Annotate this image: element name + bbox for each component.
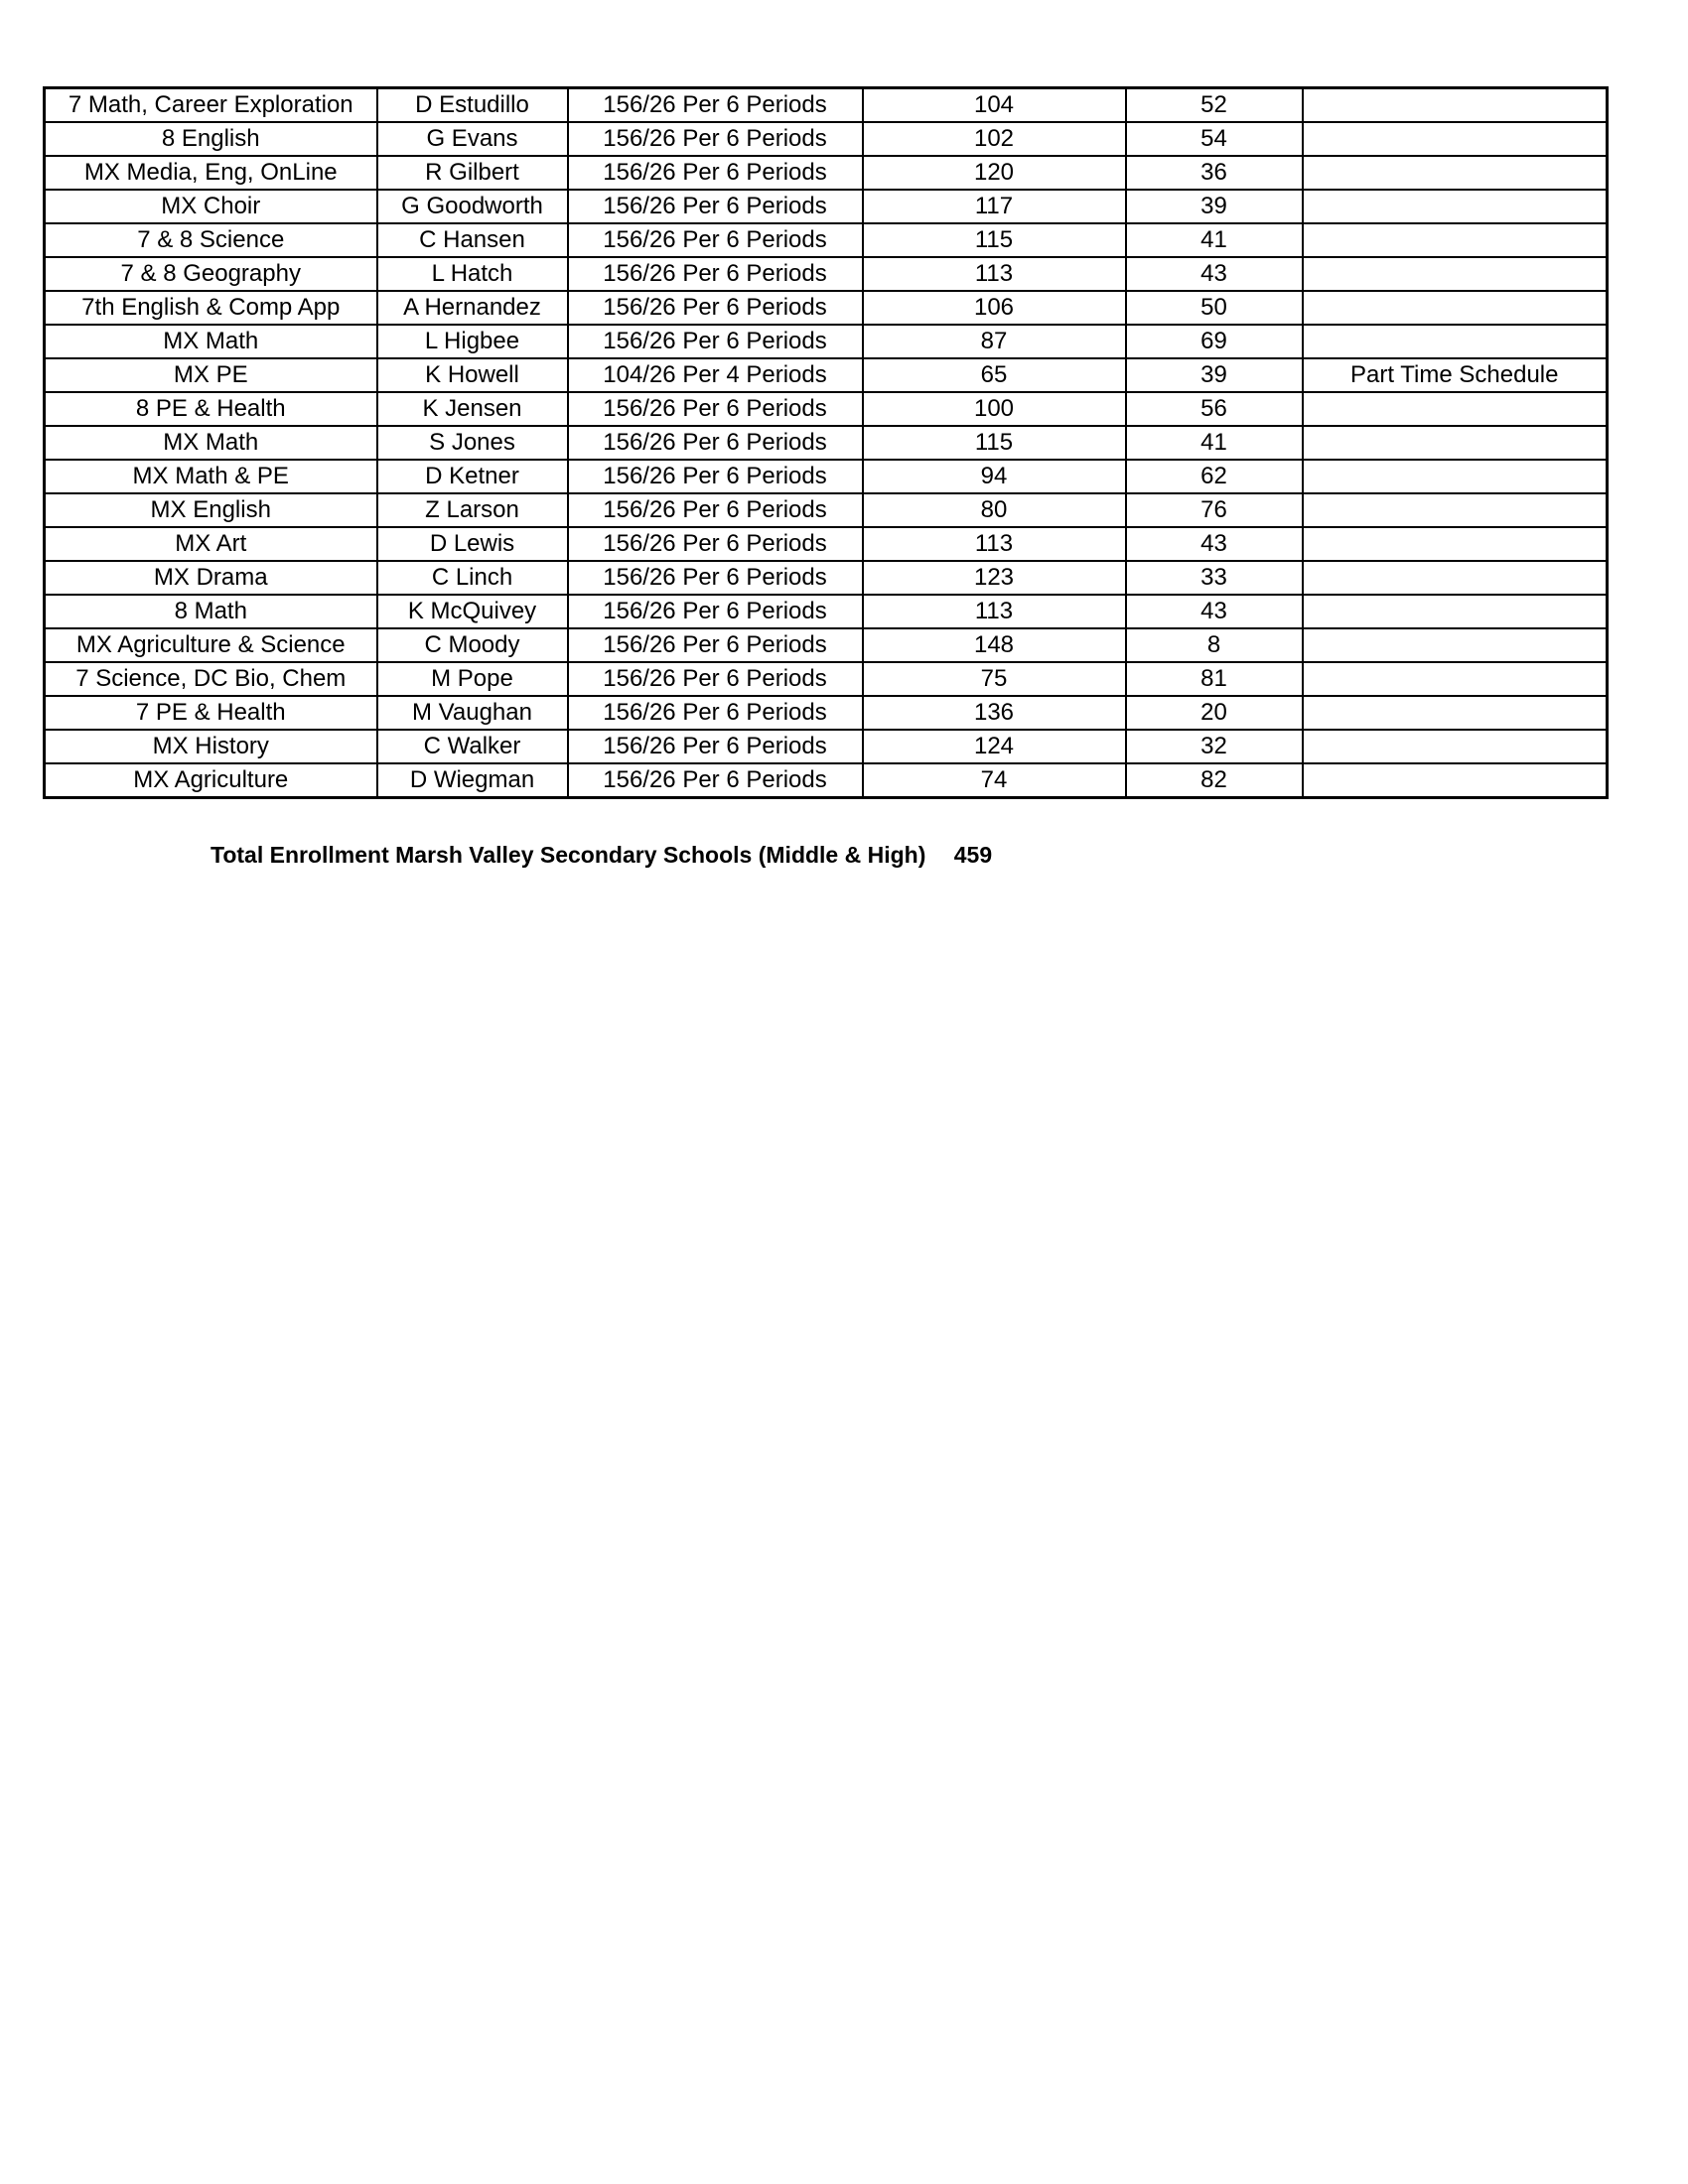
course-cell: 7 PE & Health — [45, 696, 377, 730]
teacher-cell: K Jensen — [377, 392, 568, 426]
notes-cell — [1303, 156, 1608, 190]
notes-cell — [1303, 190, 1608, 223]
remaining-cell: 43 — [1126, 595, 1303, 628]
table-row — [45, 730, 1608, 763]
remaining-cell: 43 — [1126, 257, 1303, 291]
schedule-cell: 156/26 Per 6 Periods — [568, 392, 863, 426]
notes-cell — [1303, 88, 1608, 123]
course-cell: MX Drama — [45, 561, 377, 595]
course-cell: MX Agriculture & Science — [45, 628, 377, 662]
course-cell: MX Agriculture — [45, 763, 377, 798]
notes-cell — [1303, 392, 1608, 426]
teacher-cell: K Howell — [377, 358, 568, 392]
schedule-cell: 156/26 Per 6 Periods — [568, 223, 863, 257]
schedule-cell: 156/26 Per 6 Periods — [568, 696, 863, 730]
remaining-cell: 39 — [1126, 358, 1303, 392]
enrolled-cell: 104 — [863, 88, 1126, 123]
schedule-cell: 156/26 Per 6 Periods — [568, 257, 863, 291]
table-row — [45, 595, 1608, 628]
schedule-cell: 156/26 Per 6 Periods — [568, 325, 863, 358]
remaining-cell: 32 — [1126, 730, 1303, 763]
notes-cell — [1303, 493, 1608, 527]
notes-cell — [1303, 595, 1608, 628]
enrolled-cell: 136 — [863, 696, 1126, 730]
teacher-cell: S Jones — [377, 426, 568, 460]
schedule-cell: 156/26 Per 6 Periods — [568, 88, 863, 123]
course-cell: 7 & 8 Geography — [45, 257, 377, 291]
total-enrollment-line — [211, 842, 992, 869]
schedule-cell: 156/26 Per 6 Periods — [568, 156, 863, 190]
course-cell: MX Media, Eng, OnLine — [45, 156, 377, 190]
table-row — [45, 763, 1608, 798]
notes-cell — [1303, 291, 1608, 325]
table-row — [45, 561, 1608, 595]
course-cell: MX Art — [45, 527, 377, 561]
teacher-cell: C Moody — [377, 628, 568, 662]
enrolled-cell: 75 — [863, 662, 1126, 696]
enrolled-cell: 106 — [863, 291, 1126, 325]
remaining-cell: 81 — [1126, 662, 1303, 696]
teacher-cell: D Wiegman — [377, 763, 568, 798]
course-cell: 7 Math, Career Exploration — [45, 88, 377, 123]
table-row — [45, 696, 1608, 730]
course-cell: 8 PE & Health — [45, 392, 377, 426]
teacher-cell: G Evans — [377, 122, 568, 156]
enrolled-cell: 113 — [863, 527, 1126, 561]
table-body — [45, 88, 1608, 798]
remaining-cell: 39 — [1126, 190, 1303, 223]
enrolled-cell: 115 — [863, 426, 1126, 460]
notes-cell — [1303, 257, 1608, 291]
schedule-cell: 156/26 Per 6 Periods — [568, 561, 863, 595]
total-enrollment-label: Total Enrollment Marsh Valley Secondary Schools (Middle & High) — [211, 842, 926, 868]
course-cell: 8 English — [45, 122, 377, 156]
schedule-cell: 156/26 Per 6 Periods — [568, 763, 863, 798]
notes-cell — [1303, 527, 1608, 561]
total-enrollment-value: 459 — [953, 842, 993, 868]
table-row — [45, 257, 1608, 291]
table-row — [45, 493, 1608, 527]
notes-cell — [1303, 696, 1608, 730]
schedule-cell: 156/26 Per 6 Periods — [568, 426, 863, 460]
notes-cell — [1303, 730, 1608, 763]
table-row — [45, 628, 1608, 662]
notes-cell — [1303, 763, 1608, 798]
remaining-cell: 8 — [1126, 628, 1303, 662]
teacher-cell: D Ketner — [377, 460, 568, 493]
remaining-cell: 69 — [1126, 325, 1303, 358]
schedule-cell: 104/26 Per 4 Periods — [568, 358, 863, 392]
enrolled-cell: 148 — [863, 628, 1126, 662]
teacher-cell: R Gilbert — [377, 156, 568, 190]
schedule-cell: 156/26 Per 6 Periods — [568, 190, 863, 223]
teacher-cell: C Linch — [377, 561, 568, 595]
teacher-cell: C Walker — [377, 730, 568, 763]
notes-cell: Part Time Schedule — [1303, 358, 1608, 392]
course-cell: MX English — [45, 493, 377, 527]
course-cell: MX History — [45, 730, 377, 763]
table-row — [45, 88, 1608, 123]
remaining-cell: 43 — [1126, 527, 1303, 561]
remaining-cell: 41 — [1126, 426, 1303, 460]
course-cell: MX Math — [45, 325, 377, 358]
teacher-cell: C Hansen — [377, 223, 568, 257]
enrolled-cell: 117 — [863, 190, 1126, 223]
teacher-cell: Z Larson — [377, 493, 568, 527]
notes-cell — [1303, 662, 1608, 696]
remaining-cell: 54 — [1126, 122, 1303, 156]
teacher-cell: G Goodworth — [377, 190, 568, 223]
enrolled-cell: 94 — [863, 460, 1126, 493]
remaining-cell: 36 — [1126, 156, 1303, 190]
enrolled-cell: 87 — [863, 325, 1126, 358]
enrolled-cell: 124 — [863, 730, 1126, 763]
enrolled-cell: 102 — [863, 122, 1126, 156]
schedule-cell: 156/26 Per 6 Periods — [568, 730, 863, 763]
enrolled-cell: 100 — [863, 392, 1126, 426]
remaining-cell: 33 — [1126, 561, 1303, 595]
remaining-cell: 41 — [1126, 223, 1303, 257]
remaining-cell: 52 — [1126, 88, 1303, 123]
schedule-cell: 156/26 Per 6 Periods — [568, 291, 863, 325]
schedule-cell: 156/26 Per 6 Periods — [568, 595, 863, 628]
schedule-cell: 156/26 Per 6 Periods — [568, 122, 863, 156]
table-row — [45, 325, 1608, 358]
notes-cell — [1303, 223, 1608, 257]
enrolled-cell: 74 — [863, 763, 1126, 798]
schedule-cell: 156/26 Per 6 Periods — [568, 628, 863, 662]
notes-cell — [1303, 628, 1608, 662]
table-row — [45, 122, 1608, 156]
teacher-cell: M Pope — [377, 662, 568, 696]
teacher-cell: M Vaughan — [377, 696, 568, 730]
remaining-cell: 56 — [1126, 392, 1303, 426]
teacher-cell: L Hatch — [377, 257, 568, 291]
remaining-cell: 76 — [1126, 493, 1303, 527]
course-cell: MX Math & PE — [45, 460, 377, 493]
remaining-cell: 62 — [1126, 460, 1303, 493]
enrolled-cell: 80 — [863, 493, 1126, 527]
notes-cell — [1303, 325, 1608, 358]
schedule-cell: 156/26 Per 6 Periods — [568, 527, 863, 561]
table-row — [45, 662, 1608, 696]
enrolled-cell: 113 — [863, 595, 1126, 628]
course-cell: 7 Science, DC Bio, Chem — [45, 662, 377, 696]
course-cell: 7th English & Comp App — [45, 291, 377, 325]
notes-cell — [1303, 561, 1608, 595]
enrollment-table — [43, 86, 1609, 799]
course-cell: MX PE — [45, 358, 377, 392]
teacher-cell: D Estudillo — [377, 88, 568, 123]
schedule-cell: 156/26 Per 6 Periods — [568, 460, 863, 493]
course-cell: MX Math — [45, 426, 377, 460]
table-row — [45, 426, 1608, 460]
course-cell: 8 Math — [45, 595, 377, 628]
teacher-cell: D Lewis — [377, 527, 568, 561]
table-row — [45, 223, 1608, 257]
table-row — [45, 527, 1608, 561]
notes-cell — [1303, 426, 1608, 460]
table-row — [45, 392, 1608, 426]
table-row — [45, 460, 1608, 493]
remaining-cell: 50 — [1126, 291, 1303, 325]
schedule-cell: 156/26 Per 6 Periods — [568, 493, 863, 527]
enrolled-cell: 113 — [863, 257, 1126, 291]
teacher-cell: K McQuivey — [377, 595, 568, 628]
table-row — [45, 190, 1608, 223]
course-cell: 7 & 8 Science — [45, 223, 377, 257]
enrolled-cell: 120 — [863, 156, 1126, 190]
enrolled-cell: 115 — [863, 223, 1126, 257]
remaining-cell: 20 — [1126, 696, 1303, 730]
schedule-cell: 156/26 Per 6 Periods — [568, 662, 863, 696]
table-row — [45, 156, 1608, 190]
enrolled-cell: 123 — [863, 561, 1126, 595]
enrolled-cell: 65 — [863, 358, 1126, 392]
teacher-cell: A Hernandez — [377, 291, 568, 325]
table-row — [45, 291, 1608, 325]
remaining-cell: 82 — [1126, 763, 1303, 798]
notes-cell — [1303, 122, 1608, 156]
teacher-cell: L Higbee — [377, 325, 568, 358]
table-row — [45, 358, 1608, 392]
notes-cell — [1303, 460, 1608, 493]
course-cell: MX Choir — [45, 190, 377, 223]
